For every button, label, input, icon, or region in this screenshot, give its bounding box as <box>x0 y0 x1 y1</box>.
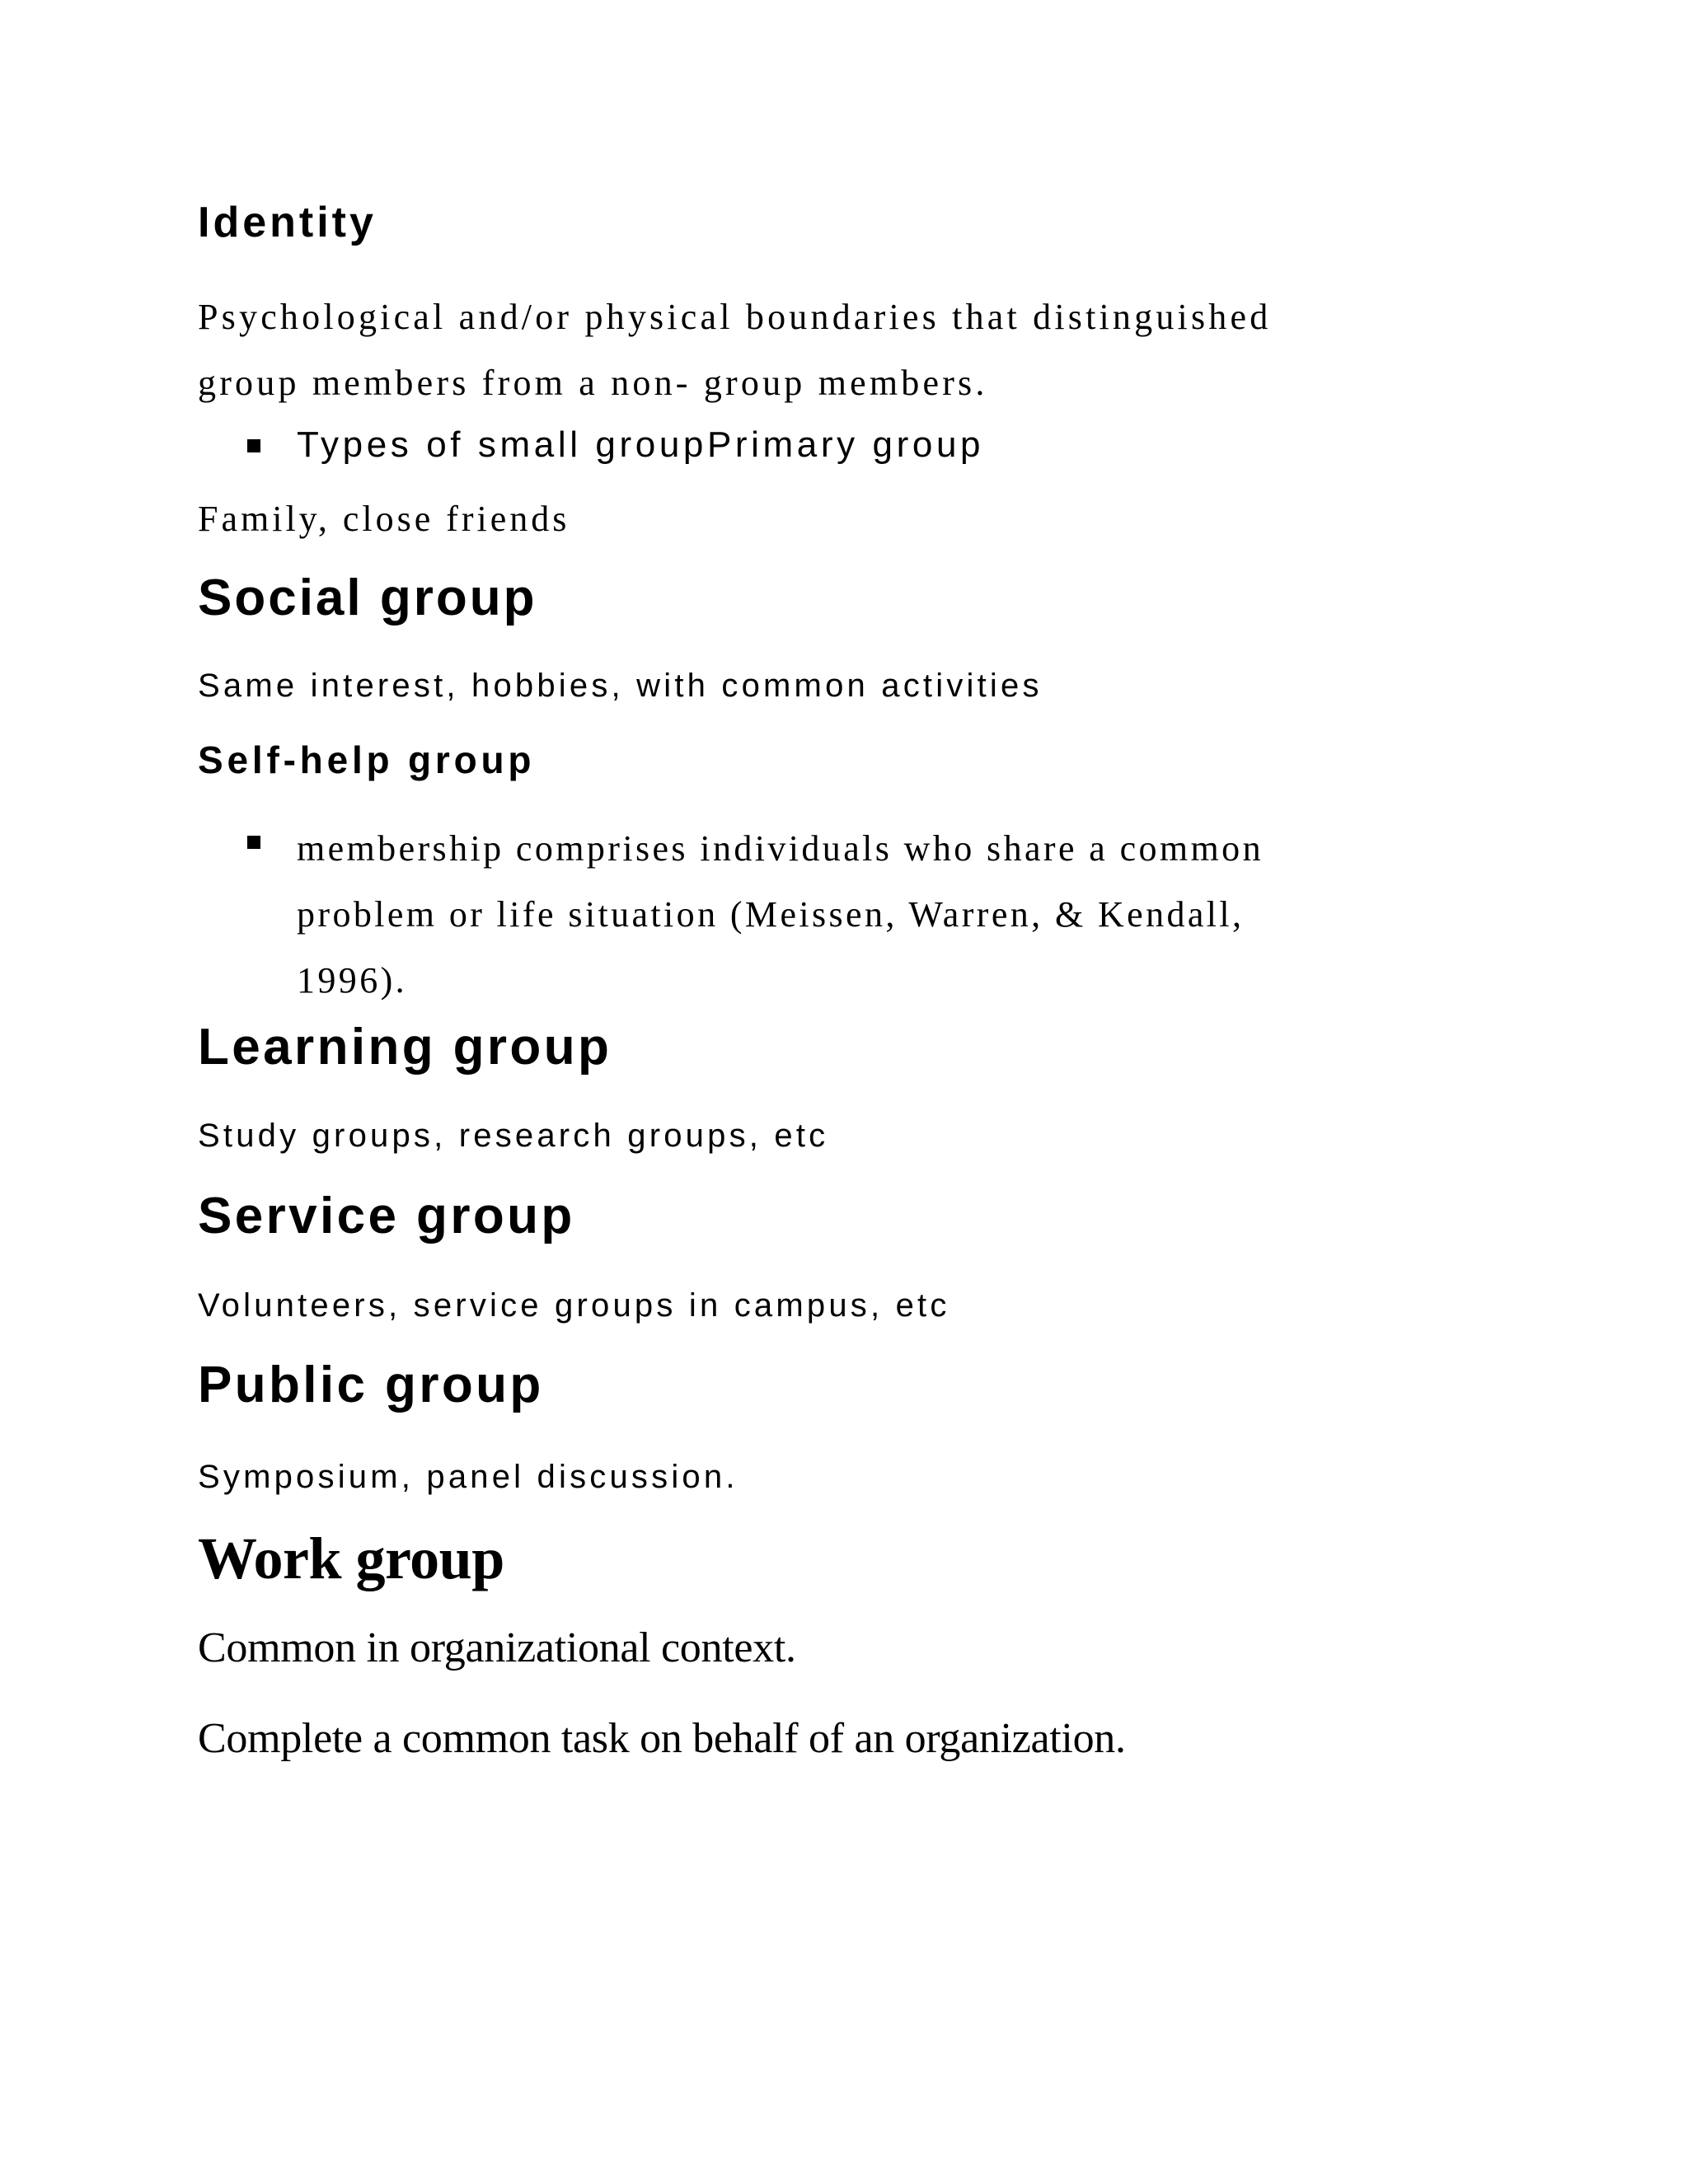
identity-heading: Identity <box>198 199 377 246</box>
self-help-bullet-item <box>247 816 1264 1014</box>
identity-definition <box>198 284 1271 416</box>
learning-group-heading: Learning group <box>198 1019 612 1076</box>
types-bullet-text: Types of small groupPrimary group <box>297 424 985 465</box>
primary-group-example: Family, close friends <box>198 499 570 539</box>
social-group-text: Same interest, hobbies, with common activities <box>198 668 1043 704</box>
work-group-heading: Work group <box>198 1526 504 1591</box>
public-group-heading: Public group <box>198 1357 544 1413</box>
identity-definition-line-2: group members from a non- group members. <box>198 363 988 403</box>
square-bullet-icon <box>247 836 260 849</box>
self-help-bullet-text <box>297 816 1264 1014</box>
social-group-heading: Social group <box>198 569 537 626</box>
work-group-text-1: Common in organizational context. <box>198 1624 796 1671</box>
square-bullet-icon <box>247 439 260 452</box>
service-group-heading: Service group <box>198 1188 575 1244</box>
types-bullet-item <box>247 424 984 466</box>
public-group-text: Symposium, panel discussion. <box>198 1459 738 1495</box>
service-group-text: Volunteers, service groups in campus, etc <box>198 1287 950 1324</box>
identity-definition-line-1: Psychological and/or physical boundaries that distinguished <box>198 297 1272 337</box>
learning-group-text: Study groups, research groups, etc <box>198 1118 829 1154</box>
self-help-bullet-line-3: 1996). <box>297 960 408 1001</box>
self-help-group-heading: Self-help group <box>198 738 536 781</box>
work-group-text-2: Complete a common task on behalf of an organization. <box>198 1715 1126 1762</box>
self-help-bullet-line-2: problem or life situation (Meissen, Warren, & Kendall, <box>297 894 1245 935</box>
self-help-bullet-line-1: membership comprises individuals who share a common <box>297 828 1264 869</box>
